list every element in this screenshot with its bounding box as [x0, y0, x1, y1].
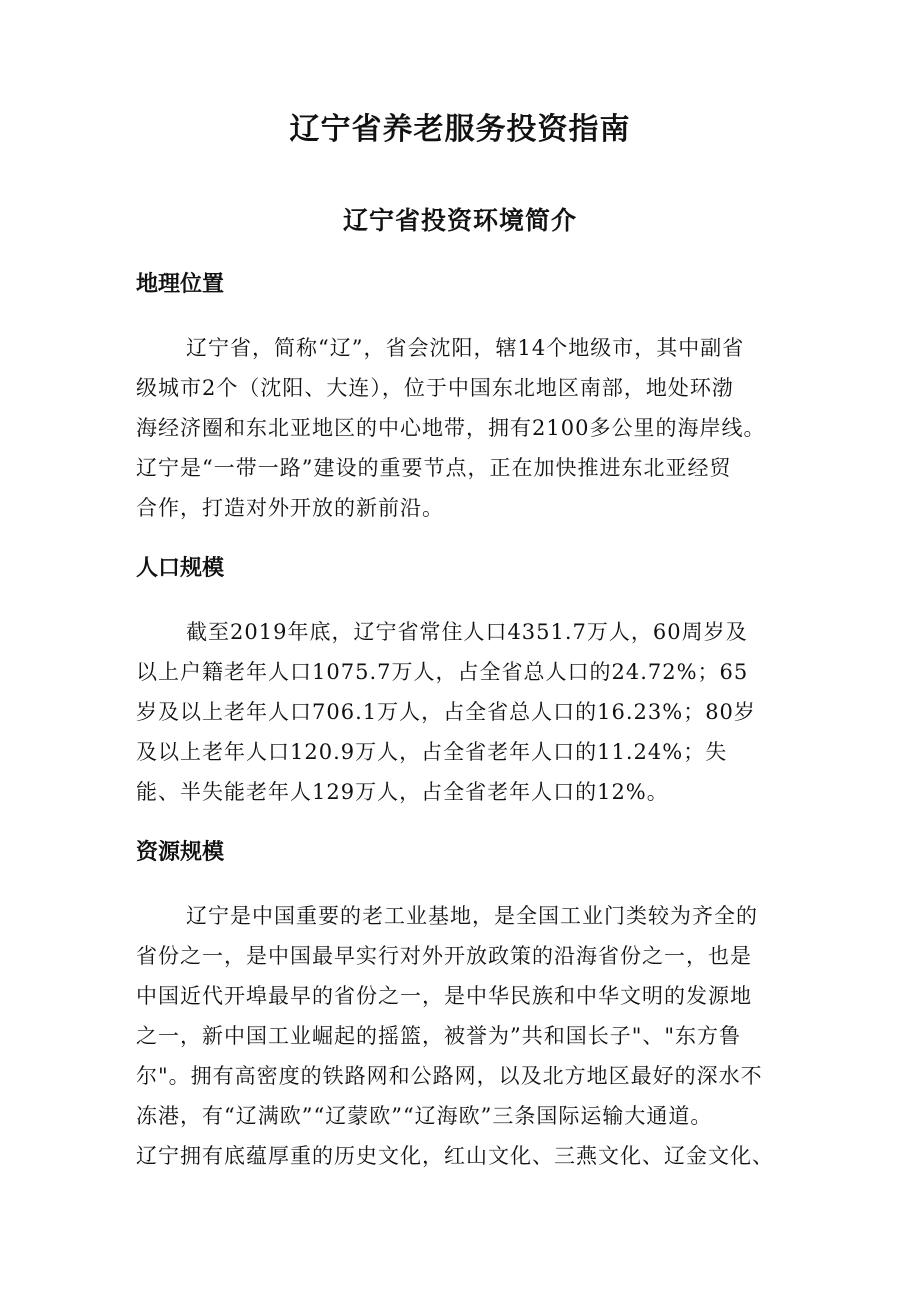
paragraph-line: 辽宁是“一带一路”建设的重要节点，正在加快推进东北亚经贸	[136, 456, 732, 480]
paragraph-line: 中国近代开埠最早的省份之一，是中华民族和中华文明的发源地	[136, 984, 752, 1008]
paragraph-population	[136, 612, 804, 812]
document-title: 辽宁省养老服务投资指南	[289, 112, 631, 147]
document-subtitle: 辽宁省投资环境简介	[342, 206, 577, 235]
paragraph-line: 以上户籍老年人口1075.7万人，占全省总人口的24.72%；65	[136, 660, 749, 684]
paragraph-line: 辽宁拥有底蕴厚重的历史文化，红山文化、三燕文化、辽金文化、	[136, 1144, 774, 1168]
paragraph-line: 辽宁是中国重要的老工业基地，是全国工业门类较为齐全的	[186, 904, 758, 928]
paragraph-line: 海经济圈和东北亚地区的中心地带，拥有2100多公里的海岸线。	[136, 416, 766, 440]
paragraph-line: 及以上老年人口120.9万人，占全省老年人口的11.24%；失	[136, 740, 728, 764]
paragraph-line: 尔"。拥有高密度的铁路网和公路网，以及北方地区最好的深水不	[136, 1064, 763, 1088]
paragraph-line: 合作，打造对外开放的新前沿。	[136, 496, 444, 520]
paragraph-line: 之一，新中国工业崛起的摇篮，被誉为”共和国长子"、"东方鲁	[136, 1024, 742, 1048]
section-heading-population: 人口规模	[136, 556, 225, 581]
paragraph-line: 省份之一，是中国最早实行对外开放政策的沿海省份之一，也是	[136, 944, 752, 968]
paragraph-line: 截至2019年底，辽宁省常住人口4351.7万人，60周岁及	[186, 620, 748, 644]
paragraph-line: 岁及以上老年人口706.1万人，占全省总人口的16.23%；80岁	[136, 700, 756, 724]
section-heading-resources: 资源规模	[136, 840, 225, 865]
paragraph-resources	[136, 896, 804, 1176]
paragraph-line: 辽宁省，简称“辽”，省会沈阳，辖14个地级市，其中副省	[186, 336, 745, 360]
paragraph-geography	[136, 328, 804, 528]
paragraph-line: 级城市2个（沈阳、大连），位于中国东北地区南部，地处环渤	[136, 376, 734, 400]
paragraph-line: 能、半失能老年人129万人，占全省老年人口的12%。	[136, 780, 669, 804]
section-heading-geography: 地理位置	[136, 272, 225, 297]
paragraph-line: 冻港，有“辽满欧”“辽蒙欧”“辽海欧”三条国际运输大通道。	[136, 1104, 713, 1128]
